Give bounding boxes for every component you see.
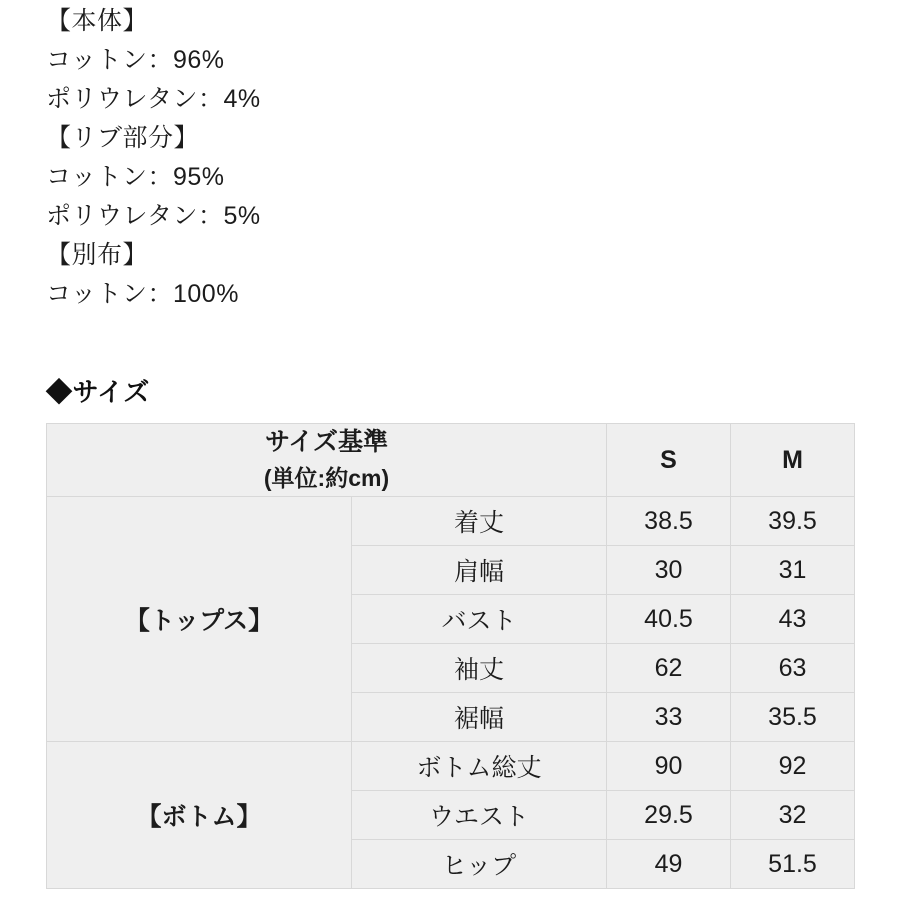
row-label: 袖丈 — [352, 644, 607, 693]
material-line: コットン：96% — [46, 46, 225, 74]
cell-value-m: 92 — [731, 742, 855, 791]
row-label: 裾幅 — [352, 693, 607, 742]
cell-value-s: 38.5 — [607, 497, 731, 546]
cell-value-m: 63 — [731, 644, 855, 693]
cell-value-s: 90 — [607, 742, 731, 791]
row-label: バスト — [352, 595, 607, 644]
size-standard-title: サイズ基準 — [265, 428, 389, 456]
cell-value-s: 30 — [607, 546, 731, 595]
cell-value-s: 29.5 — [607, 791, 731, 840]
material-line: 【本体】 — [46, 7, 149, 35]
cell-value-m: 32 — [731, 791, 855, 840]
column-header-m: M — [731, 424, 855, 497]
size-standard-unit: (単位:約cm) — [263, 465, 390, 491]
group-label-bottom: 【ボトム】 — [47, 742, 352, 889]
material-composition-block — [46, 0, 854, 314]
material-line: 【別布】 — [46, 241, 149, 269]
size-standard-header — [47, 424, 607, 497]
cell-value-s: 40.5 — [607, 595, 731, 644]
row-label: 肩幅 — [352, 546, 607, 595]
material-line: コットン：100% — [46, 280, 239, 308]
cell-value-m: 35.5 — [731, 693, 855, 742]
column-header-s: S — [607, 424, 731, 497]
row-label: 着丈 — [352, 497, 607, 546]
table-row — [47, 497, 855, 546]
material-line: ポリウレタン：5% — [46, 202, 261, 230]
cell-value-m: 51.5 — [731, 840, 855, 889]
table-row — [47, 742, 855, 791]
table-header-row — [47, 424, 855, 497]
size-chart-table — [46, 423, 855, 889]
row-label: ヒップ — [352, 840, 607, 889]
material-line: コットン：95% — [46, 163, 225, 191]
cell-value-s: 49 — [607, 840, 731, 889]
cell-value-m: 39.5 — [731, 497, 855, 546]
cell-value-m: 43 — [731, 595, 855, 644]
material-line: ポリウレタン：4% — [46, 85, 261, 113]
group-label-tops: 【トップス】 — [47, 497, 352, 742]
cell-value-s: 62 — [607, 644, 731, 693]
row-label: ウエスト — [352, 791, 607, 840]
row-label: ボトム総丈 — [352, 742, 607, 791]
size-section-heading: ◆サイズ — [46, 377, 150, 407]
cell-value-s: 33 — [607, 693, 731, 742]
cell-value-m: 31 — [731, 546, 855, 595]
material-line: 【リブ部分】 — [46, 124, 200, 152]
